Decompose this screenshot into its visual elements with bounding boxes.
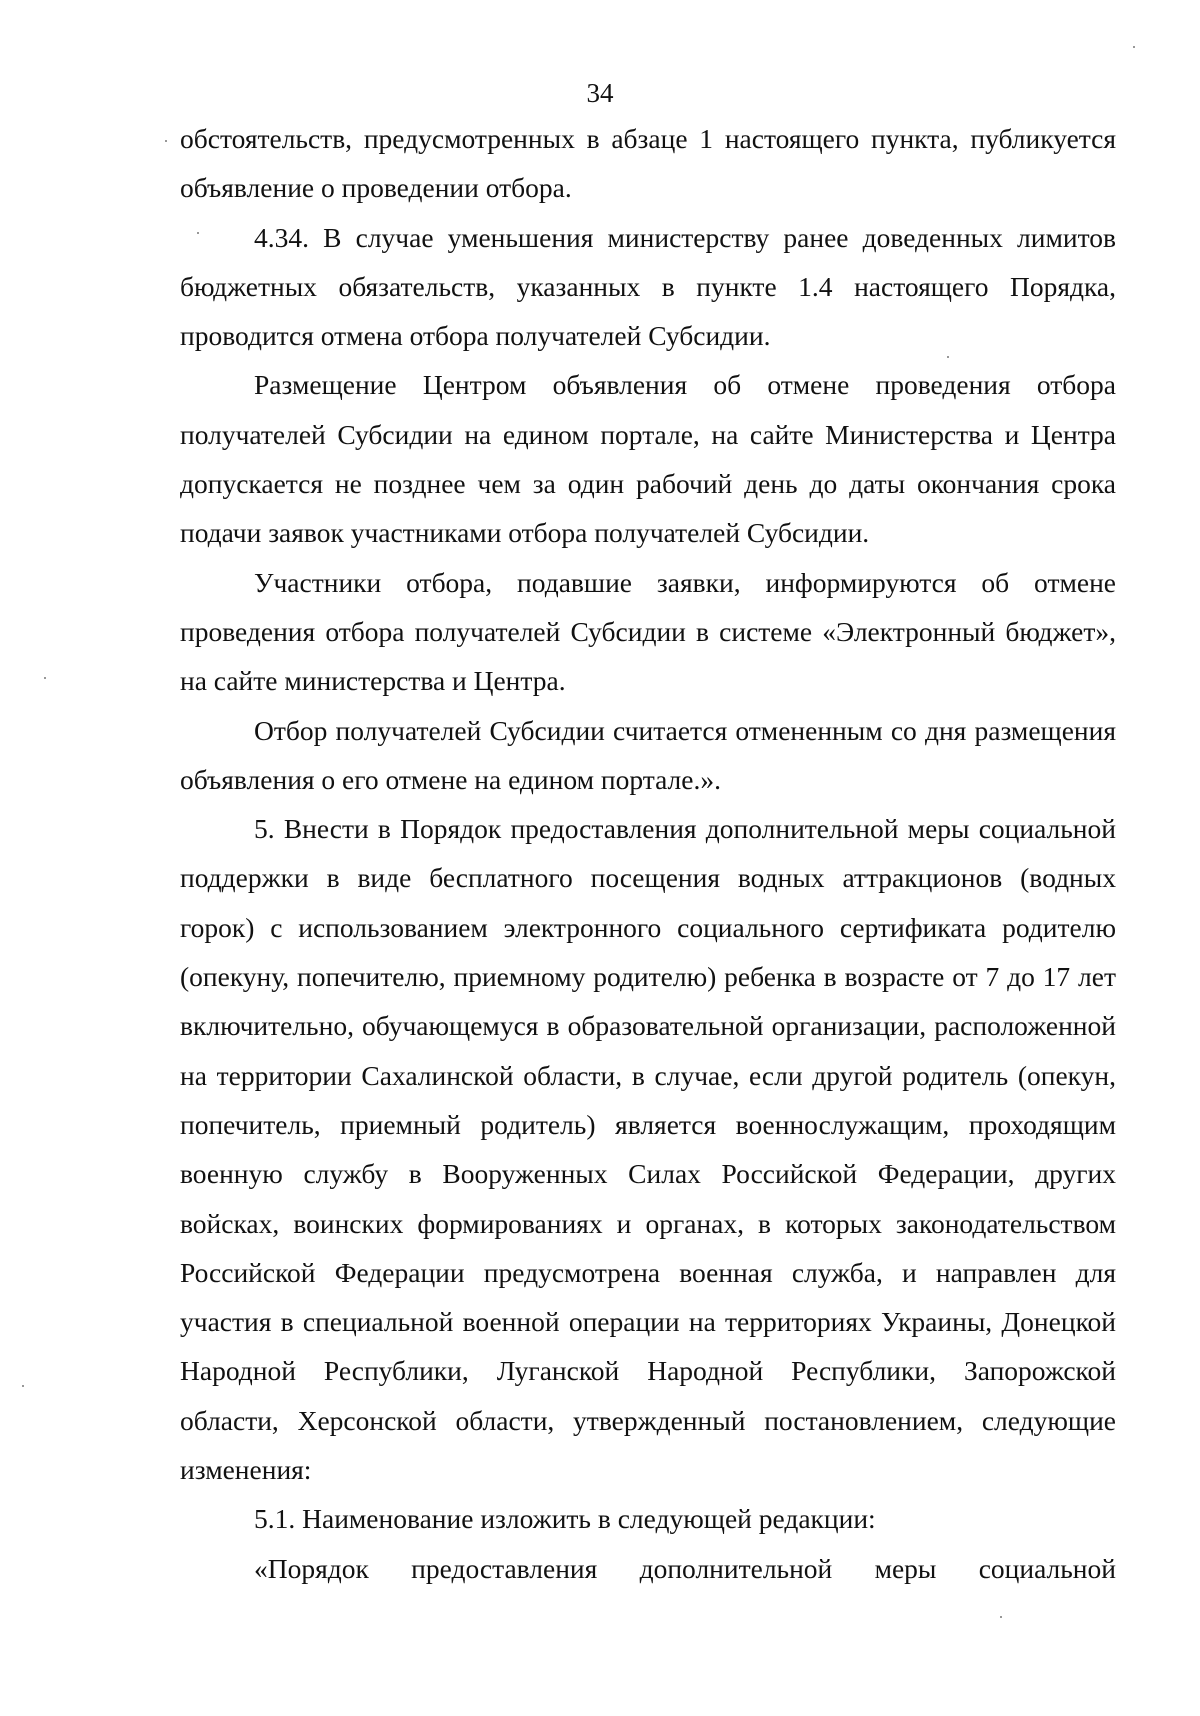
page-number: 34	[586, 78, 614, 108]
paragraph-placement-announcement: Размещение Центром объявления об отмене проведения отбора получателей Субсидии на едином портале, на сайте Министерства и Центра допускается не позднее чем за один рабочий день до даты окончания срока подачи заявок участниками отбора получателей Субсидии.	[180, 369, 1116, 549]
scan-speck	[947, 356, 949, 358]
paragraph-new-title-start: «Порядок предоставления дополнительной меры социальной	[254, 1552, 1116, 1584]
scan-speck	[165, 140, 167, 142]
paragraph-participants-informed: Участники отбора, подавшие заявки, информируются об отмене проведения отбора получателей Субсидии в системе «Электронный бюджет», на сайте министерства и Центра.	[180, 566, 1116, 697]
scan-speck	[1133, 46, 1135, 48]
paragraph-selection-cancelled: Отбор получателей Субсидии считается отмененным со дня размещения объявления о его отмене на едином портале.».	[180, 714, 1116, 795]
scan-speck	[197, 232, 199, 234]
paragraph-5-1: 5.1. Наименование изложить в следующей редакции:	[254, 1503, 876, 1535]
document-body	[180, 114, 1116, 1593]
paragraph-continuation: обстоятельств, предусмотренных в абзаце 1 настоящего пункта, публикуется объявление о проведении отбора.	[180, 123, 1116, 204]
scan-speck	[22, 1385, 24, 1387]
scan-speck	[44, 677, 46, 679]
scan-speck	[1000, 1616, 1002, 1618]
paragraph-5-amendments: 5. Внести в Порядок предоставления дополнительной меры социальной поддержки в виде бесплатного посещения водных аттракционов (водных горок) с использованием электронного социального сертификата родителю (опекуну, попечителю, приемному родителю) ребенка в возрасте от 7 до 17 лет включительно, обучающемуся в образовательной организации, расположенной на территории Сахалинской области, в случае, если другой родитель (опекун, попечитель, приемный родитель) является военнослужащим, проходящим военную службу в Вооруженных Силах Российской Федерации, других войсках, воинских формированиях и органах, в которых законодательством Российской Федерации предусмотрена военная служба, и направлен для участия в специальной военной операции на территориях Украины, Донецкой Народной Республики, Луганской Народной Республики, Запорожской области, Херсонской области, утвержденный постановлением, следующие изменения:	[180, 813, 1116, 1486]
paragraph-4-34: 4.34. В случае уменьшения министерству ранее доведенных лимитов бюджетных обязательств, указанных в пункте 1.4 настоящего Порядка, проводится отмена отбора получателей Субсидии.	[180, 221, 1116, 352]
